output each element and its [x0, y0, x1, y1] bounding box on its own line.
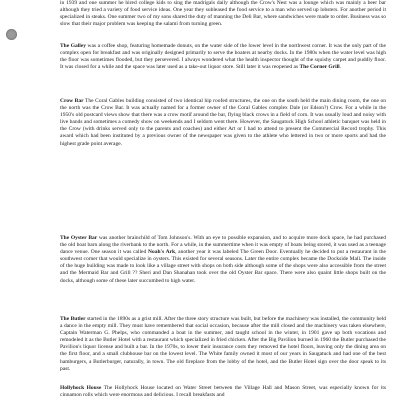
paragraph-body: in 1939 and one summer he hired college kids to sing the madrigals daily although the Crow's Nest was a lounge which was mainly a beer bar although they tried a variety of food service ideas. One year they subleased the food service to a man who served up lobsters. For another period it specialized in steaks. One summer two of my sons shared the duty of manning the Deli Bar, where sandwiches were made to order. Business was so slow that their major problem was keeping the salami from turning green.: [60, 0, 386, 28]
paragraph-the-butler: [60, 316, 386, 394]
paragraph-oyster-bar: [60, 235, 386, 313]
paragraph-body: The Coral Gables building consisted of two identical hip roofed structures, the one on the south held the main dining room, the one on the north was the Crow Bar. It was actually named for a former owner of the Coral Gables complex Dale (or Edson?) Crow. For a while in the 1950's old postcard views show that there was a crow motif around the bar, flying black crows in a field of corn. It was usually loud and noisy with live bands and sometimes a comedy show on weekends and I seldom went there. However, the Saugatuck High School athletic banquet was held in the Crow (with drinks served only to the parents and coaches) and either Art or I had to attend to present the Commercial Record trophy. This award which had been instituted by a previous owner of the newspaper was given to the athlete who lettered in two or more sports and had the highest grade point average.: [60, 98, 386, 147]
paragraph-end: , another year it was labeled The Green Door. Eventually he decided to put a restaurant in the southwest corner that would specialize in oysters. This existed for several seasons. Later the entire complex became the Dockside Mall. The inside of the huge building was made to look like a village street with shops on both side although some of the shops were also accessible from the street and the Mermaid Bar and Grill ?? Sheri and Dan Shanahan took over the old Oyster Bar space. There were also quaint little shops built on the docks, although some of these later succumbed to high water.: [60, 249, 386, 284]
paragraph-heading: The Oyster Bar: [60, 235, 98, 241]
paragraph-body: was a coffee shop, featuring homemade donuts, on the water side of the lower level in the northwest corner. It was the only part of the complex open for breakfast and was originally designed primarily to serve the boaters at nearby docks. In the 1980s when the water level was high the floor was sometimes flooded, but they persevered. I always wondered what the health inspector thought of the squishy carpet and puddly floor. It was closed for a while and the space was later used as a take-out liquor store. Still later it was reopened as: [60, 43, 386, 71]
paragraph-emphasis: The Corner Grill: [299, 64, 340, 71]
paragraph-heading: Hollyhock House: [60, 385, 102, 391]
paragraph-body: The Hollyhock House located on Water Street between the Village Hall and Mason Street, was especially known for its cinnamon rolls which were enormous and delicious. I recall breakfasts and: [60, 385, 386, 399]
paragraph-crow-bar: [60, 98, 386, 184]
paragraph-heading: Crow Bar: [60, 98, 84, 104]
paragraph-emphasis: Noah's Ark: [147, 249, 176, 256]
binder-hole: [6, 29, 17, 40]
paragraph-the-galley: [60, 43, 386, 93]
paragraph-body: was another brainchild of Tom Johnson's. With an eye to possible expansion, and to acquire more dock space, he had purchased the old boat barn along the riverbank to the north. For a while, in the summertime when it was empty of boats being stored, it was used as a teenage dance venue. One season it was called: [60, 235, 386, 256]
paragraph-end: .: [339, 64, 342, 71]
paragraph-body: started in the 1890s as a grist mill. After the three story structure was built, but before the machinery was installed, the community held a dance in the empty mill. They must have remembered that social occasion, because after the mill closed and the machinery was taken elsewhere, Captain Waterman G. Phelps, who commanded a boat in the summer, and taught school in the winter, in 1901 gave up both vocations and remodeled it as the Butler Hotel with a restaurant which specialized in fried chicken. After the Big Pavilion burned in 1960 the Butler purchased the Pavilion's liquor license and built a bar. In the 1970s, to lower their insurance costs they removed the hotel floors, leaving only the dining area on the first floor, and a small clubhouse bar on the lowest level. The White family owned it most of our years in Saugatuck and had one of the best hamburgers, a Butlerburger, naturally, in town. The old fireplace from the lobby of the hotel, and the Butler Hotel sign over the door speak to its past.: [60, 316, 386, 372]
paragraph-heading: The Butler: [60, 316, 86, 322]
paragraph-heading: The Galley: [60, 43, 86, 49]
paragraph-hollyhock-house: [60, 385, 386, 400]
paragraph-crows-nest: [60, 0, 386, 36]
